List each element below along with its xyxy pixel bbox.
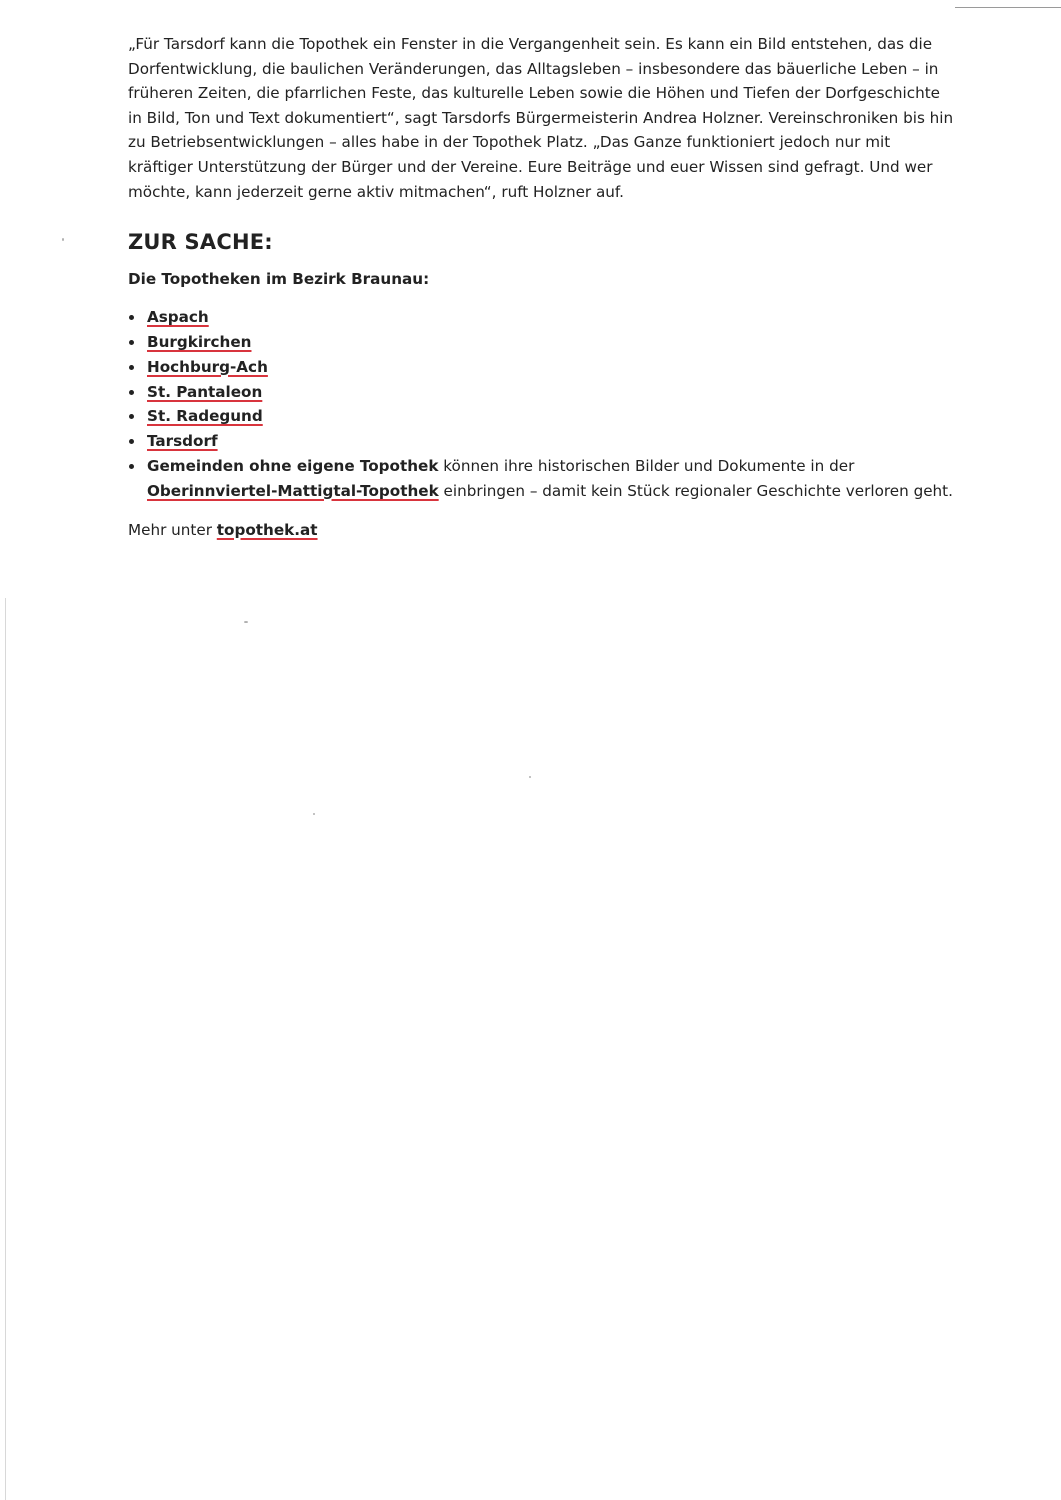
list-item xyxy=(128,454,958,504)
link-hochburg-ach[interactable]: Hochburg-Ach xyxy=(147,357,268,376)
link-burgkirchen[interactable]: Burgkirchen xyxy=(147,332,252,351)
scan-speck xyxy=(313,813,315,815)
more-info xyxy=(128,518,958,542)
topotheken-list xyxy=(128,305,958,503)
more-prefix: Mehr unter xyxy=(128,520,217,539)
list-item xyxy=(128,330,958,355)
list-item xyxy=(128,305,958,330)
gemeinden-lead: Gemeinden ohne eigene Topothek xyxy=(147,456,439,475)
link-tarsdorf[interactable]: Tarsdorf xyxy=(147,432,218,451)
list-item xyxy=(128,355,958,380)
link-topothek-at[interactable]: topothek.at xyxy=(216,520,318,539)
scan-speck xyxy=(244,621,248,623)
scan-edge-line-top xyxy=(955,7,1061,8)
list-item xyxy=(128,429,958,454)
list-item xyxy=(128,380,958,405)
gemeinden-text: können ihre historischen Bilder und Dokumente in der xyxy=(438,456,855,475)
link-aspach[interactable]: Aspach xyxy=(147,308,209,327)
scan-speck xyxy=(529,776,531,778)
link-st-pantaleon[interactable]: St. Pantaleon xyxy=(147,382,263,401)
scan-speck xyxy=(62,238,64,241)
section-heading: ZUR SACHE: xyxy=(128,230,273,255)
article-body xyxy=(128,32,958,542)
scan-edge-line-left xyxy=(5,598,6,1500)
article-paragraph: „Für Tarsdorf kann die Topothek ein Fenster in die Vergangenheit sein. Es kann ein Bild entstehen, das die Dorfentwicklung, die baulichen Veränderungen, das Alltagsleben – insbesondere das bäuerliche Leben – in früheren Zeiten, die pfarrlichen Feste, das kulturelle Leben sowie die Höhen und Tiefen der Dorfgeschichte in Bild, Ton und Text dokumentiert“, sagt Tarsdorfs Bürgermeisterin Andrea Holzner. Vereinschroniken bis hin zu Betriebsentwicklungen – alles habe in der Topothek Platz. „Das Ganze funktioniert jedoch nur mit kräftiger Unterstützung der Bürger und der Vereine. Eure Beiträge und euer Wissen sind gefragt. Und wer möchte, kann jederzeit gerne aktiv mitmachen“, ruft Holzner auf. xyxy=(128,35,954,201)
link-oberinnviertel-mattigtal[interactable]: Oberinnviertel-Mattigtal-Topothek xyxy=(147,481,439,500)
gemeinden-text-end: einbringen – damit kein Stück regionaler Geschichte verloren geht. xyxy=(438,481,953,500)
list-item xyxy=(128,404,958,429)
list-title: Die Topotheken im Bezirk Braunau: xyxy=(128,270,430,289)
link-st-radegund[interactable]: St. Radegund xyxy=(147,407,263,426)
